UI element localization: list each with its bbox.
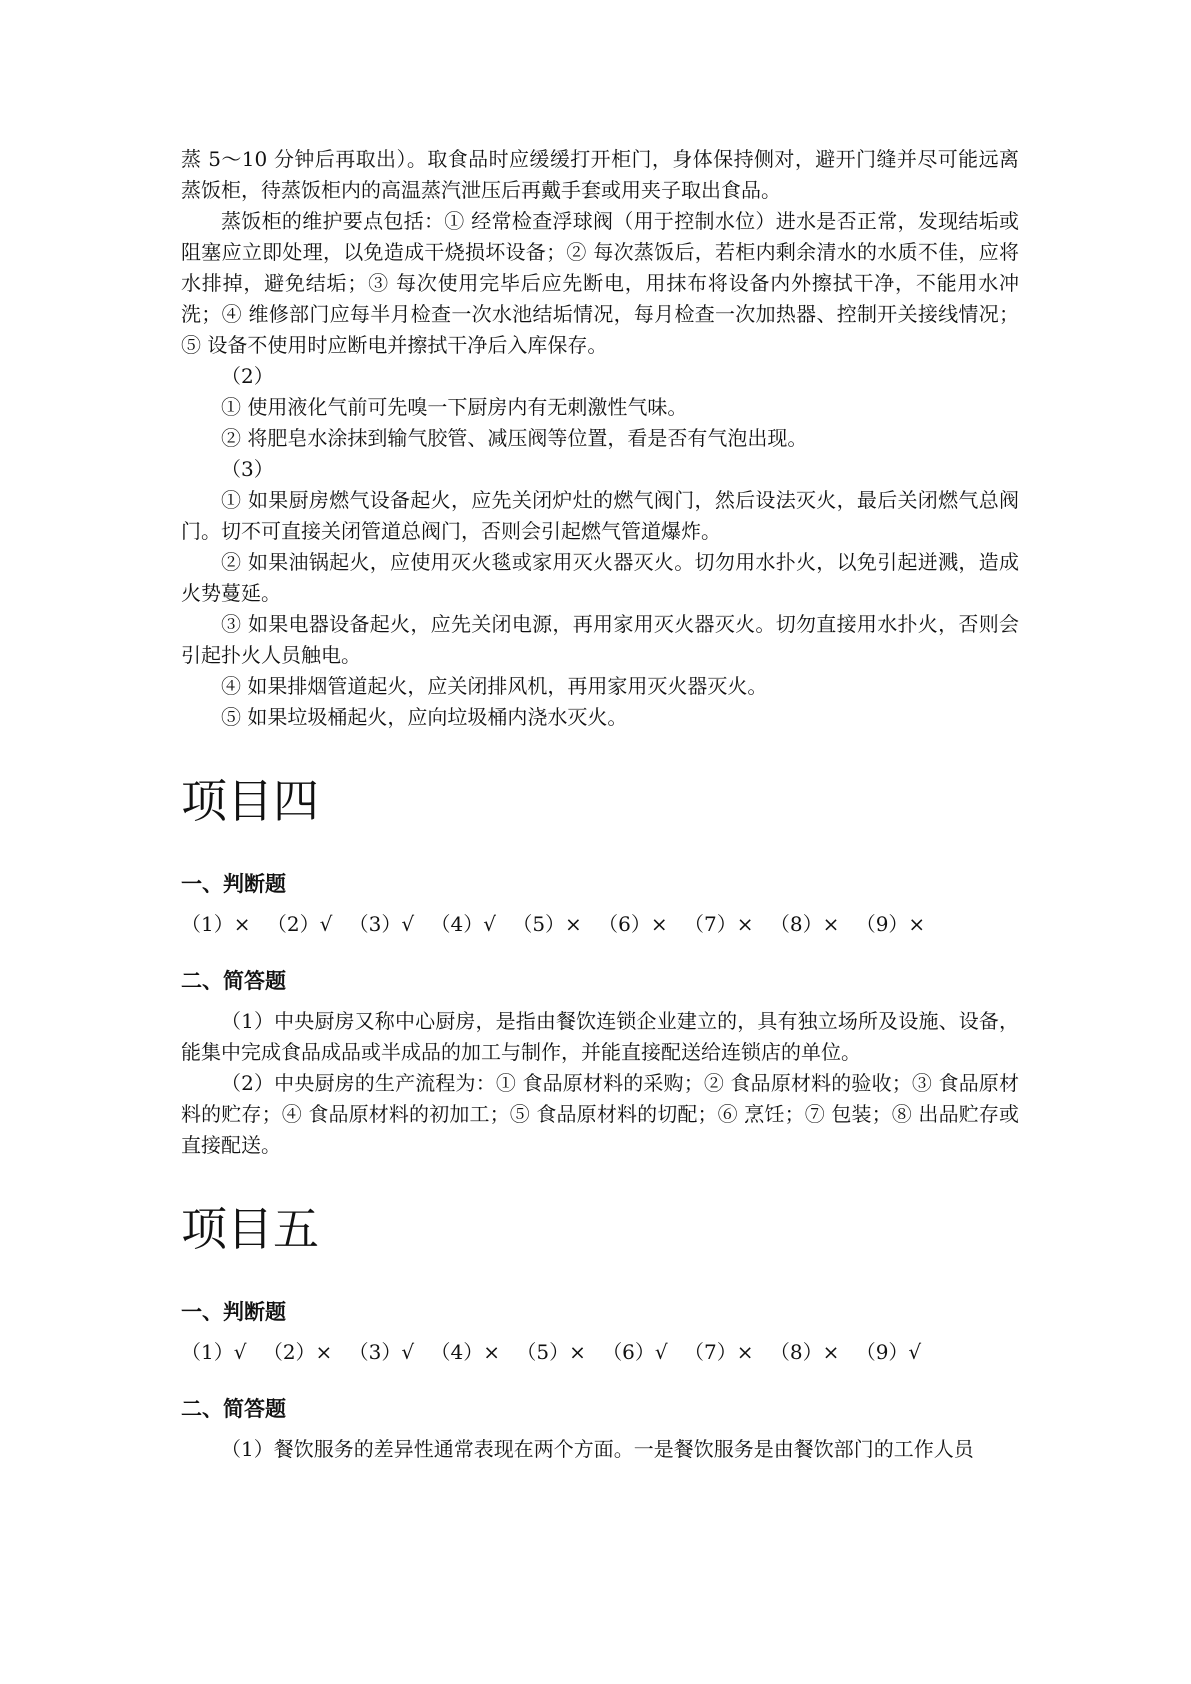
answer-item: （8）×	[769, 1340, 840, 1364]
answer-item: （1）×	[181, 912, 251, 936]
heading-true-false: 一、判断题	[181, 1300, 286, 1324]
answer-item: （4）×	[430, 1340, 500, 1364]
heading-short-answer: 二、简答题	[181, 969, 286, 993]
answer-item: （7）×	[684, 1340, 754, 1364]
answer-item: （4）√	[430, 912, 496, 936]
list-item: ① 使用液化气前可先嗅一下厨房内有无刺激性气味。	[221, 395, 688, 419]
answer-item: （6）×	[598, 912, 668, 936]
answer-item: （9）√	[855, 1340, 922, 1364]
list-item: ② 如果油锅起火，应使用灭火毯或家用灭火器灭火。切勿用水扑火，以免引起迸溅，造成火势蔓延。	[181, 550, 1019, 605]
label-item-2: （2）	[221, 364, 274, 388]
list-item: ② 将肥皂水涂抹到输气胶管、减压阀等位置，看是否有气泡出现。	[221, 426, 808, 450]
short-answer-paragraph: （1）餐饮服务的差异性通常表现在两个方面。一是餐饮服务是由餐饮部门的工作人员	[221, 1437, 974, 1461]
answer-item: （5）×	[516, 1340, 586, 1364]
answer-item: （3）√	[348, 912, 415, 936]
answer-item: （3）√	[348, 1340, 415, 1364]
short-answer-paragraph: （1）中央厨房又称中心厨房，是指由餐饮连锁企业建立的，具有独立场所及设施、设备，能集中完成食品成品或半成品的加工与制作，并能直接配送给连锁店的单位。	[181, 1009, 1019, 1064]
answer-item: （6）√	[602, 1340, 668, 1364]
paragraph-steam-cabinet-usage: 蒸 5～10 分钟后再取出）。取食品时应缓缓打开柜门，身体保持侧对，避开门缝并尽可能远离蒸饭柜，待蒸饭柜内的高温蒸汽泄压后再戴手套或用夹子取出食品。	[181, 147, 1019, 202]
label-item-3: （3）	[221, 457, 274, 481]
answer-item: （2）×	[262, 1340, 333, 1364]
short-answer-paragraph: （2）中央厨房的生产流程为：① 食品原材料的采购；② 食品原材料的验收；③ 食品原材料的贮存；④ 食品原材料的初加工；⑤ 食品原材料的切配；⑥ 烹饪；⑦ 包装；⑧ 出品贮存或直接配送。	[181, 1071, 1019, 1157]
section-title-project5: 项目五	[181, 1202, 319, 1256]
answer-item: （1）√	[181, 1340, 247, 1364]
heading-true-false: 一、判断题	[181, 872, 286, 896]
list-item: ③ 如果电器设备起火，应先关闭电源，再用家用灭火器灭火。切勿直接用水扑火，否则会引起扑火人员触电。	[181, 612, 1019, 667]
list-item: ④ 如果排烟管道起火，应关闭排风机，再用家用灭火器灭火。	[221, 674, 768, 698]
answer-item: （5）×	[512, 912, 582, 936]
heading-short-answer: 二、简答题	[181, 1397, 286, 1421]
list-item: ⑤ 如果垃圾桶起火，应向垃圾桶内浇水灭火。	[221, 705, 628, 729]
answer-item: （2）√	[266, 912, 333, 936]
document-page	[181, 144, 1019, 1465]
answer-item: （7）×	[684, 912, 754, 936]
answer-item: （9）×	[855, 912, 926, 936]
paragraph-steam-cabinet-maintenance: 蒸饭柜的维护要点包括：① 经常检查浮球阀（用于控制水位）进水是否正常，发现结垢或阻塞应立即处理，以免造成干烧损坏设备；② 每次蒸饭后，若柜内剩余清水的水质不佳，应将水排掉，避免结垢；③ 每次使用完毕后应先断电，用抹布将设备内外擦拭干净，不能用水冲洗；④ 维修部门应每半月检查一次水池结垢情况，每月检查一次加热器、控制开关接线情况；⑤ 设备不使用时应断电并擦拭干净后入库保存。	[181, 209, 1019, 357]
answer-row-true-false	[181, 909, 1019, 940]
answer-item: （8）×	[769, 912, 840, 936]
section-title-project4: 项目四	[181, 774, 319, 828]
answer-row-true-false	[181, 1337, 1019, 1368]
list-item: ① 如果厨房燃气设备起火，应先关闭炉灶的燃气阀门，然后设法灭火，最后关闭燃气总阀门。切不可直接关闭管道总阀门，否则会引起燃气管道爆炸。	[181, 488, 1019, 543]
